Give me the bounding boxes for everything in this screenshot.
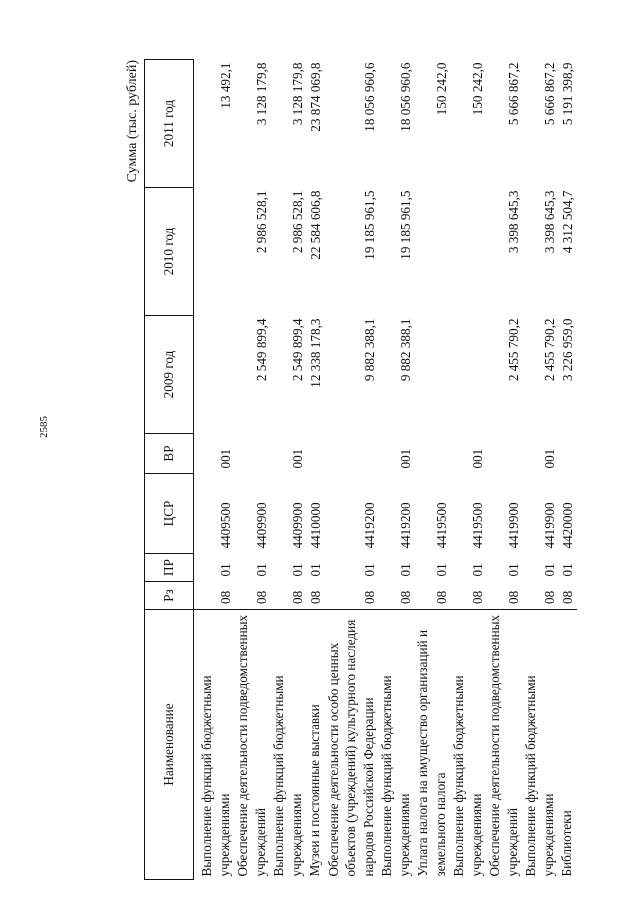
cell-2009: 3 226 959,0 [560, 318, 575, 382]
cell-vr [325, 434, 379, 474]
header-csr: ЦСР [145, 474, 194, 554]
cell-2011: 5 191 398,9 [560, 62, 575, 126]
cell-vr [414, 434, 450, 474]
cell-rz: 08 [397, 590, 413, 604]
cell-2010: 2 986 528,1 [289, 190, 305, 254]
cell-name: Музеи и постоянные выставки [306, 610, 325, 880]
cell-2010: 3 398 645,3 [505, 190, 521, 254]
cell-2011: 5 666 867,2 [541, 62, 557, 126]
table-row [414, 60, 450, 880]
cell-2010 [198, 188, 234, 316]
cell-vr [306, 434, 325, 474]
cell-rz: 08 [433, 590, 449, 604]
table-row [522, 60, 558, 880]
table-body [194, 60, 577, 880]
cell-rz: 08 [308, 590, 323, 604]
cell-csr: 4409900 [253, 502, 269, 549]
cell-csr: 4420000 [560, 502, 575, 549]
cell-name: Выполнение функций бюджетными учреждениями [198, 610, 234, 880]
header-rz: Рз [145, 582, 194, 610]
cell-2010: 2 986 528,1 [253, 190, 269, 254]
cell-name: Выполнение функций бюджетными учреждениями [522, 610, 558, 880]
cell-vr: 001 [541, 448, 557, 469]
budget-table [144, 59, 577, 880]
cell-2009: 2 455 790,2 [505, 318, 521, 382]
cell-csr: 4409500 [217, 502, 233, 549]
cell-name: Обеспечение деятельности подведомственных учреждений [234, 610, 270, 880]
budget-table-page [120, 60, 600, 880]
cell-2011: 150 242,0 [433, 62, 449, 116]
cell-name: Выполнение функций бюджетными учреждениями [270, 610, 306, 880]
header-2009: 2009 год [145, 316, 194, 434]
cell-2011: 3 128 179,8 [253, 62, 269, 126]
cell-pr: 01 [289, 563, 305, 577]
cell-2010: 3 398 645,3 [541, 190, 557, 254]
cell-2011: 18 056 960,6 [361, 62, 377, 132]
cell-pr: 01 [397, 563, 413, 577]
cell-2011: 23 874 069,8 [308, 62, 323, 132]
table-row [558, 60, 577, 880]
cell-name: Уплата налога на имущество организаций и земельного налога [414, 610, 450, 880]
table-row [486, 60, 522, 880]
cell-2010: 19 185 961,5 [397, 190, 413, 260]
cell-vr: 001 [217, 448, 233, 469]
cell-2010 [414, 188, 450, 316]
cell-2009: 2 455 790,2 [541, 318, 557, 382]
table-row [198, 60, 234, 880]
cell-2009: 12 338 178,3 [308, 318, 323, 388]
cell-2009: 9 882 388,1 [361, 318, 377, 382]
cell-rz: 08 [505, 590, 521, 604]
table-header-row [145, 60, 194, 880]
header-vr: ВР [145, 434, 194, 474]
cell-2011: 18 056 960,6 [397, 62, 413, 132]
cell-vr: 001 [397, 448, 413, 469]
cell-rz: 08 [217, 590, 233, 604]
cell-vr [486, 434, 522, 474]
cell-2011: 150 242,0 [469, 62, 485, 116]
cell-2010 [450, 188, 486, 316]
cell-2009: 9 882 388,1 [397, 318, 413, 382]
cell-csr: 4409900 [289, 502, 305, 549]
table-row [378, 60, 414, 880]
cell-2010: 19 185 961,5 [361, 190, 377, 260]
cell-csr: 4419900 [505, 502, 521, 549]
cell-pr: 01 [433, 563, 449, 577]
cell-csr: 4419200 [361, 502, 377, 549]
cell-vr: 001 [469, 448, 485, 469]
unit-label: Сумма (тыс. рублей) [125, 60, 140, 183]
cell-vr [558, 434, 577, 474]
table-row [306, 60, 325, 880]
cell-rz: 08 [361, 590, 377, 604]
cell-name: Выполнение функций бюджетными учреждениями [378, 610, 414, 880]
cell-2011: 3 128 179,8 [289, 62, 305, 126]
cell-2009 [450, 316, 486, 434]
cell-2009: 2 549 899,4 [289, 318, 305, 382]
cell-rz: 08 [560, 590, 575, 604]
table-row [450, 60, 486, 880]
cell-pr: 01 [505, 563, 521, 577]
cell-pr: 01 [469, 563, 485, 577]
cell-pr: 01 [308, 563, 323, 577]
cell-name: Выполнение функций бюджетными учреждениями [450, 610, 486, 880]
cell-name: Обеспечение деятельности подведомственных учреждений [486, 610, 522, 880]
cell-pr: 01 [253, 563, 269, 577]
cell-pr: 01 [560, 563, 575, 577]
table-row [234, 60, 270, 880]
cell-pr: 01 [361, 563, 377, 577]
cell-rz: 08 [541, 590, 557, 604]
cell-name: Библиотеки [558, 610, 577, 880]
cell-name: Обеспечение деятельности особо ценных объектов (учреждений) культурного наследия народов Российской Федерации [325, 610, 379, 880]
cell-vr: 001 [289, 448, 305, 469]
cell-2011: 13 492,1 [217, 62, 233, 109]
cell-rz: 08 [469, 590, 485, 604]
header-pr: ПР [145, 554, 194, 582]
cell-pr: 01 [541, 563, 557, 577]
cell-2010: 22 584 606,8 [308, 190, 323, 260]
cell-csr: 4419200 [397, 502, 413, 549]
cell-csr: 4419500 [433, 502, 449, 549]
cell-pr: 01 [217, 563, 233, 577]
page-number: 2585 [38, 416, 50, 438]
cell-rz: 08 [289, 590, 305, 604]
cell-2010: 4 312 504,7 [560, 190, 575, 254]
cell-rz: 08 [253, 590, 269, 604]
cell-2009 [198, 316, 234, 434]
cell-csr: 4419500 [469, 502, 485, 549]
cell-vr [234, 434, 270, 474]
header-2010: 2010 год [145, 188, 194, 316]
cell-2009 [414, 316, 450, 434]
header-name: Наименование [145, 610, 194, 880]
table-row [325, 60, 379, 880]
header-2011: 2011 год [145, 60, 194, 188]
cell-2011: 5 666 867,2 [505, 62, 521, 126]
cell-2009: 2 549 899,4 [253, 318, 269, 382]
table-row [270, 60, 306, 880]
cell-csr: 4410000 [308, 502, 323, 549]
cell-csr: 4419900 [541, 502, 557, 549]
